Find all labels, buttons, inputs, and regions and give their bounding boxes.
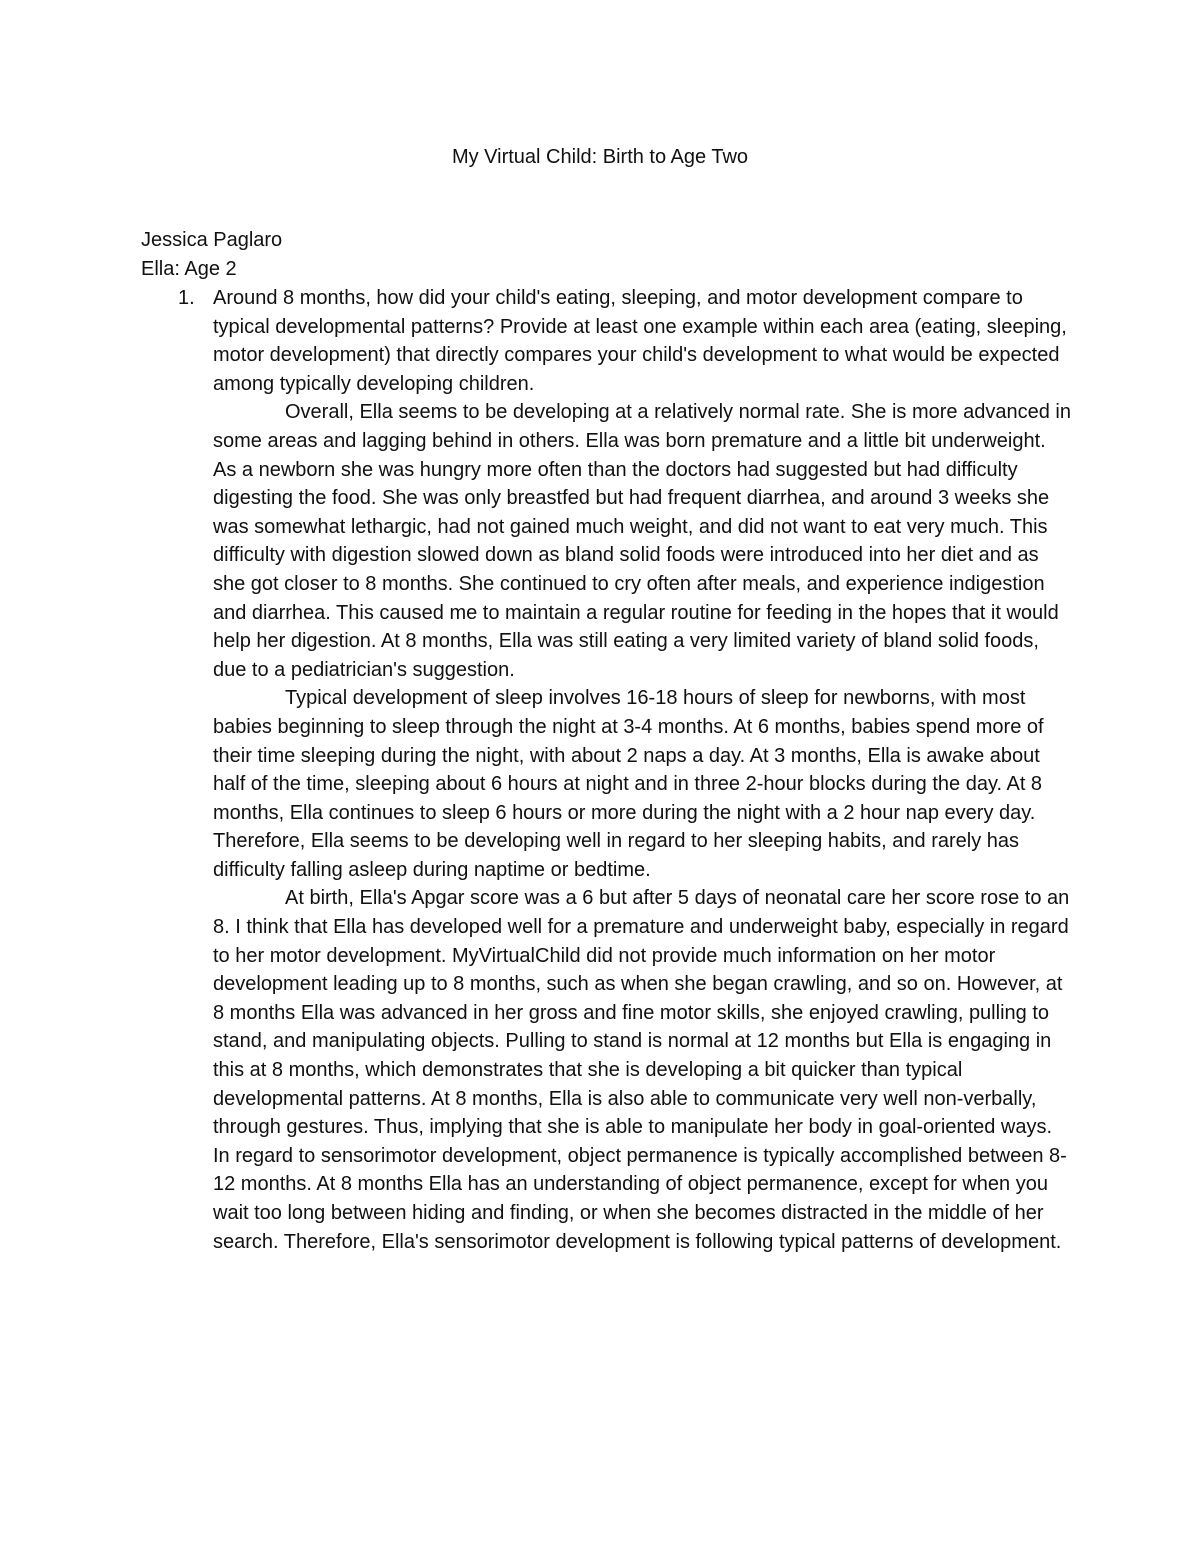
- answer-paragraph-eating: Overall, Ella seems to be developing at a relatively normal rate. She is more advanced in some areas and lagging behind in others. Ella was born premature and a little bit underweight. As a newborn she was hungry more often than the doctors had suggested but had difficulty digesting the food. She was only breastfed but had frequent diarrhea, and around 3 weeks she was somewhat lethargic, had not gained much weight, and did not want to eat very much. This difficulty with digestion slowed down as bland solid foods were introduced into her diet and as she got closer to 8 months. She continued to cry often after meals, and experience indigestion and diarrhea. This caused me to maintain a regular routine for feeding in the hopes that it would help her digestion. At 8 months, Ella was still eating a very limited variety of bland solid foods, due to a pediatrician's suggestion.: [213, 401, 1071, 681]
- answer-paragraph-sleeping: Typical development of sleep involves 16-18 hours of sleep for newborns, with most babies beginning to sleep through the night at 3-4 months. At 6 months, babies spend more of their time sleeping during the night, with about 2 naps a day. At 3 months, Ella is awake about half of the time, sleeping about 6 hours at night and in three 2-hour blocks during the day. At 8 months, Ella continues to sleep 6 hours or more during the night with a 2 hour nap every day. Therefore, Ella seems to be developing well in regard to her sleeping habits, and rarely has difficulty falling asleep during naptime or bedtime.: [213, 687, 1044, 881]
- answer-paragraph-motor: At birth, Ella's Apgar score was a 6 but after 5 days of neonatal care her score rose to an 8. I think that Ella has developed well for a premature and underweight baby, especially in regard to her motor development. MyVirtualChild did not provide much information on her motor development leading up to 8 months, such as when she began crawling, and so on. However, at 8 months Ella was advanced in her gross and fine motor skills, she enjoyed crawling, pulling to stand, and manipulating objects. Pulling to stand is normal at 12 months but Ella is engaging in this at 8 months, which demonstrates that she is developing a bit quicker than typical developmental patterns. At 8 months, Ella is also able to communicate very well non-verbally, through gestures. Thus, implying that she is able to manipulate her body in goal-oriented ways. In regard to sensorimotor development, object permanence is typically accomplished between 8-12 months. At 8 months Ella has an understanding of object permanence, except for when you wait too long between hiding and finding, or when she becomes distracted in the middle of her search. Therefore, Ella's sensorimotor development is following typical patterns of development.: [213, 887, 1070, 1253]
- document-title: My Virtual Child: Birth to Age Two: [451, 146, 749, 168]
- question-body: [213, 284, 1073, 1256]
- author-name: Jessica Paglaro: [141, 229, 283, 251]
- question-number: 1.: [178, 287, 195, 309]
- child-subject: Ella: Age 2: [141, 258, 237, 280]
- question-prompt: Around 8 months, how did your child's eating, sleeping, and motor development compare to typical developmental patterns? Provide at least one example within each area (eating, sleeping, motor development) that directly compares your child's development to what would be expected among typically developing children.: [213, 287, 1067, 395]
